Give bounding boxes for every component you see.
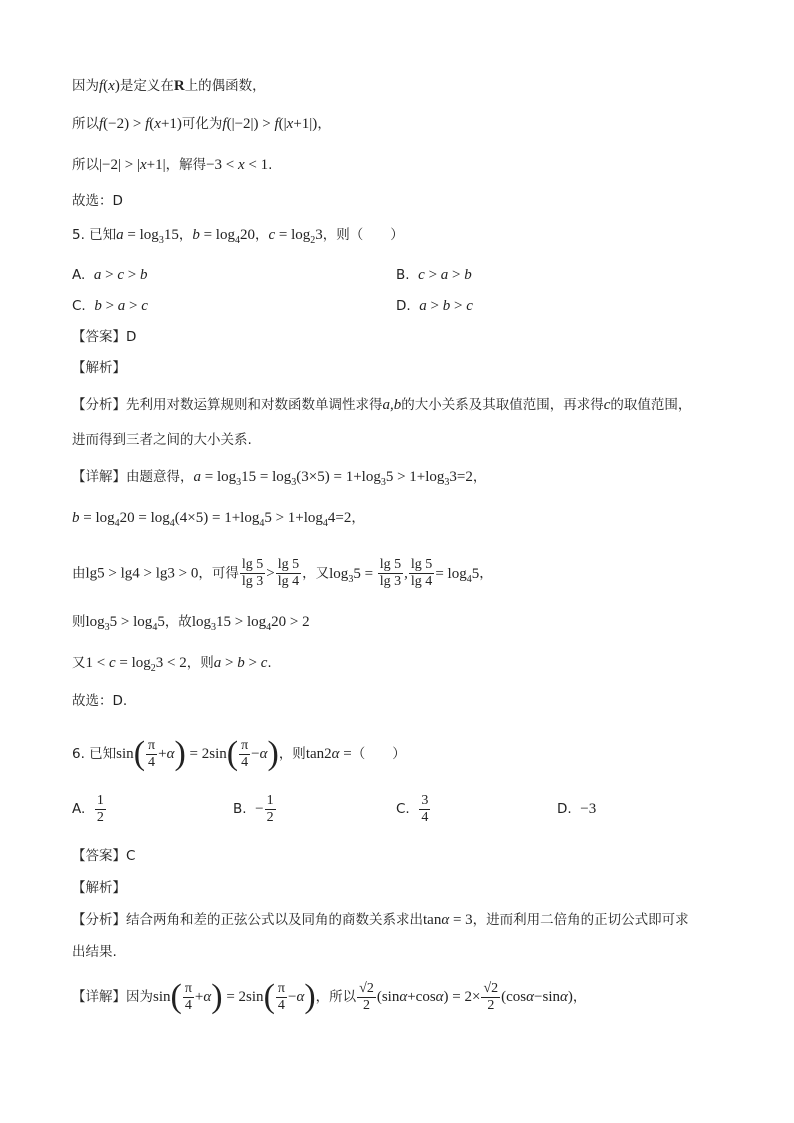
detail-5-line-1: 【详解】由题意得，$a = \log_315 = \log_3(3\times 5) = 1+\log_35 > 1+\log_33=2$， [72, 469, 487, 488]
text-line-3: 所以|−2| > |x+1|，解得−3 < x < 1. [72, 157, 273, 173]
analysis-6-line-1: 【分析】结合两角和差的正弦公式以及同角的商数关系求出tanα = 3，进而利用二倍角的正切公式即可求 [72, 912, 689, 928]
detail-6-line-1: 【详解】因为sin( $\frac{\pi}{4}$ +α) = 2sin( $\frac{\pi}{4}$ −α)，所以 $\frac{√2}{2}$ (sinα+cosα) = 2× $\frac{√2}{2}$ (cosα−sinα)， [72, 978, 587, 1015]
option-6c: C. $\frac{3}{4}$ [396, 792, 429, 825]
answer-5: 【答案】D [72, 329, 137, 345]
option-5d: D. a > b > c [396, 298, 473, 314]
question-6: 6. 已知sin( $\frac{\pi}{4}$ +α) = 2sin( $\frac{\pi}{4}$ −α)，则tan2α =（ ） [72, 735, 406, 772]
detail-5-line-5: 又$1 < c = \log_23 < 2$，则a > b > c. [72, 655, 272, 674]
analysis-5-line-2: 进而得到三者之间的大小关系. [72, 432, 252, 448]
option-5c: C. b > a > c [72, 298, 148, 314]
detail-5-line-6: 故选：D. [72, 693, 128, 709]
text-line-2: 所以f(−2) > f(x+1)可化为f(|−2|) > f(|x+1|)， [72, 116, 331, 132]
analysis-heading-5: 【解析】 [72, 360, 126, 376]
option-5a: A. a > c > b [72, 267, 148, 283]
detail-5-line-2: $b = \log_420 = \log_4(4\times 5) = 1+\log_45 > 1+\log_44=2$， [72, 510, 365, 529]
option-6d: D. −3 [557, 801, 597, 817]
option-5b: B. c > a > b [396, 267, 472, 283]
answer-choice-line: 故选：D [72, 193, 123, 209]
question-5: 5. 已知$a = \log_315$，$b = \log_420$，$c = \log_23$，则（ ） [72, 227, 404, 246]
detail-5-line-4: 则$\log_35 > \log_45$，故$\log_315 > \log_420 > 2$ [72, 614, 310, 633]
analysis-5-line-1: 【分析】先利用对数运算规则和对数函数单调性求得a,b的大小关系及其取值范围，再求得c的取值范围， [72, 397, 692, 413]
option-6a: A. $\frac{1}{2}$ [72, 792, 104, 825]
option-6b: B. − $\frac{1}{2}$ [233, 792, 274, 825]
analysis-6-line-2: 出结果. [72, 944, 117, 960]
analysis-heading-6: 【解析】 [72, 880, 126, 896]
text-line-1: 因为f(x)是定义在R上的偶函数， [72, 78, 266, 94]
answer-6: 【答案】C [72, 848, 136, 864]
detail-5-line-3: 由lg5 > lg4 > lg3 > 0，可得 $\frac{\lg 5}{\lg 3}$ > $\frac{\lg 5}{\lg 4}$ ，又$\log_35$ = $\frac{\lg 5}{\lg 3}$ , $\frac{\lg 5}{\lg 4}$ = $\log_45$， [72, 557, 493, 589]
